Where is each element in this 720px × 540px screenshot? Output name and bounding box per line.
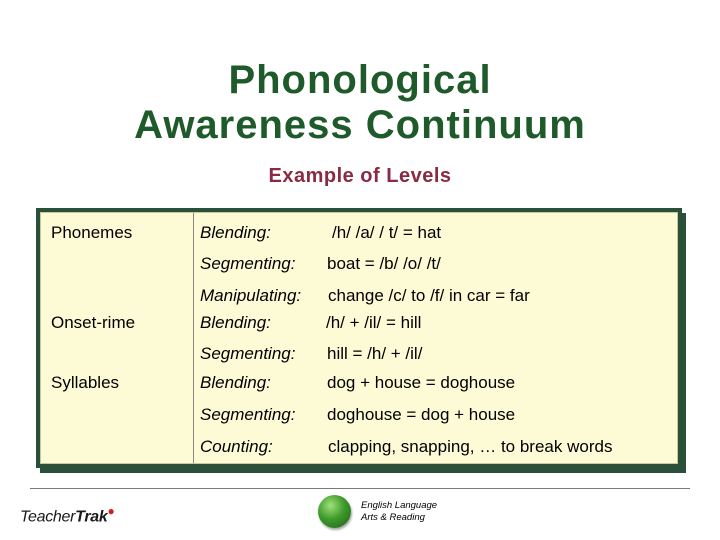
levels-table-body — [40, 212, 678, 464]
logo-text-trak: Trak — [75, 508, 108, 526]
green-sphere-icon — [318, 495, 351, 528]
slide-subtitle: Example of Levels — [268, 165, 452, 187]
example-value: /h/ + /il/ = hill — [326, 313, 422, 332]
level-onset-rime: Onset-rime — [51, 313, 136, 332]
example-label: Blending: — [200, 373, 271, 392]
example-label: Blending: — [200, 223, 271, 242]
levels-table — [36, 208, 682, 468]
ela-line-2: Arts & Reading — [361, 512, 425, 523]
example-label: Segmenting: — [200, 344, 296, 363]
example-label: Manipulating: — [200, 286, 302, 305]
example-value: boat = /b/ /o/ /t/ — [327, 254, 441, 273]
teachertrak-logo — [20, 504, 114, 526]
example-value: /h/ /a/ / t/ = hat — [332, 223, 442, 242]
example-value: dog + house = doghouse — [327, 373, 516, 392]
example-value: hill = /h/ + /il/ — [327, 344, 423, 363]
ela-label — [361, 500, 437, 524]
logo-text-teacher: Teacher — [20, 508, 76, 526]
ela-line-1: English Language — [361, 500, 438, 511]
logo-dot-icon: ● — [107, 504, 115, 518]
title-line-2: Awareness Continuum — [134, 103, 586, 147]
slide-title — [0, 58, 720, 148]
example-label: Counting: — [200, 437, 273, 456]
title-line-1: Phonological — [228, 58, 492, 102]
example-label: Blending: — [200, 313, 271, 332]
example-label: Segmenting: — [200, 405, 296, 424]
column-divider — [193, 213, 194, 463]
example-label: Segmenting: — [200, 254, 296, 273]
level-phonemes: Phonemes — [51, 223, 133, 242]
example-value: change /c/ to /f/ in car = far — [328, 286, 530, 305]
footer-divider — [30, 488, 690, 489]
example-value: clapping, snapping, … to break words — [328, 437, 613, 456]
level-syllables: Syllables — [51, 373, 120, 392]
example-value: doghouse = dog + house — [327, 405, 516, 424]
